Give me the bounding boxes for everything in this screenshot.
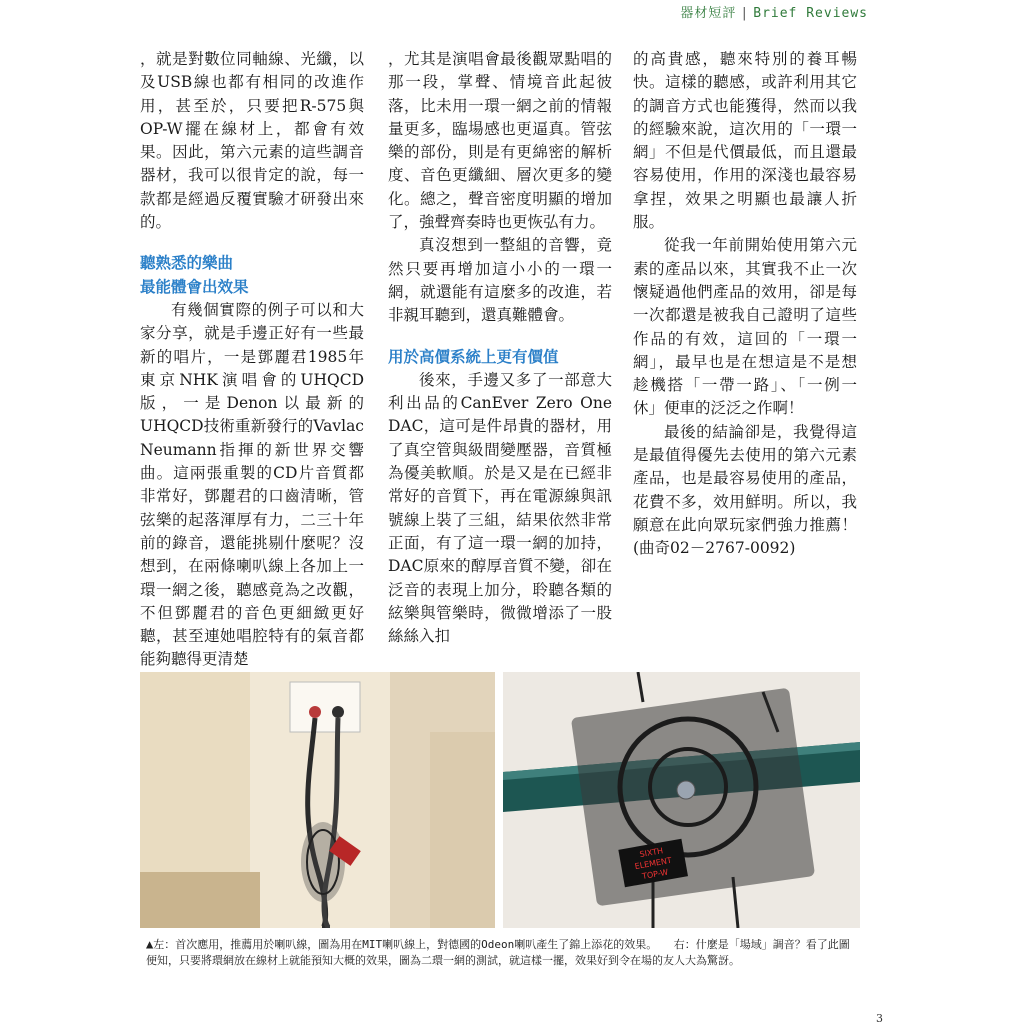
column-1	[140, 48, 364, 672]
paragraph: 後來，手邊又多了一部意大利出品的CanEver Zero One DAC，這可是件昂貴的器材，用了真空管與級間變壓器，音質極為優美軟順。於是又是在已經非常好的音質下，再在電源線與訊號線上裝了三組，結果依然非常正面，有了這一環一網的加持，DAC原來的醇厚音質不變，卻在泛音的表現上加分，聆聽各類的絃樂與管樂時，微微增添了一股絲絲入扣	[388, 370, 612, 646]
header-separator: |	[740, 6, 750, 21]
paragraph: ，尤其是演唱會最後觀眾點唱的那一段，掌聲、情境音此起彼落，比未用一環一網之前的情報量更多，臨場感也更逼真。管弦樂的部份，則是有更綿密的解析度、音色更纖細、層次更多的變化。總之，聲音密度明顯的增加了，強聲齊奏時也更恢弘有力。	[388, 50, 612, 232]
photo-speaker-cable	[140, 672, 495, 928]
running-header	[680, 2, 868, 21]
tag-line: SIXTH	[638, 846, 664, 860]
column-3	[633, 48, 857, 561]
section-heading: 用於高價系統上更有價值	[388, 347, 559, 366]
heading-line: 聽熟悉的樂曲	[140, 254, 234, 273]
page-number: 3	[876, 1012, 883, 1025]
section-title-cn: 器材短評	[680, 6, 737, 21]
paragraph: 從我一年前開始使用第六元素的產品以來，其實我不止一次懷疑過他們產品的效用，卻是每一次都還是被我自己證明了這些作品的有效，這回的「一環一網」，最早也是在想這是不是想趁機搭「一帶一路」、「一例一休」便車的泛泛之作啊！	[633, 236, 857, 418]
paragraph: 的高貴感，聽來特別的養耳暢快。這樣的聽感，或許利用其它的調音方式也能獲得，然而以我的經驗來說，這次用的「一環一網」不但是代價最低，而且還最容易使用，作用的深淺也最容易拿捏，效果之明顯也最讓人折服。	[633, 50, 857, 232]
photo-caption	[146, 936, 860, 969]
paragraph: 真沒想到一整組的音響，竟然只要再增加這小小的一環一網，就還能有這麼多的改進，若非親耳聽到，還真難體會。	[388, 236, 612, 325]
paragraph: 有幾個實際的例子可以和大家分享，就是手邊正好有一些最新的唱片，一是鄧麗君1985年東京NHK演唱會的UHQCD版，一是Denon以最新的UHQCD技術重新發行的Vavlac Neumann指揮的新世界交響曲。這兩張重製的CD片音質都非常好，鄧麗君的口齒清晰，管弦樂的起落渾厚有力，二三十年前的錄音，還能挑剔什麼呢？沒想到，在兩條喇叭線上各加上一環一網之後，聽感竟為之改觀，不但鄧麗君的音色更細緻更好聽，甚至連她唱腔特有的氣音都能夠聽得更清楚	[140, 300, 364, 669]
column-2	[388, 48, 612, 648]
caption-marker-icon: ▲	[146, 937, 154, 951]
caption-text: 左：首次應用，推薦用於喇叭線，圖為用在MIT喇叭線上，對德國的Odeon喇叭產生了錦上添花的效果。 右：什麼是「場域」調音？看了此圖便知，只要將環網放在線材上就能預知大概的效果，圖為二環一網的測試，就這樣一擺，效果好到令在場的友人大為驚訝。	[146, 938, 850, 967]
speaker-cable-illustration	[140, 672, 495, 928]
tag-line: TOP-W	[641, 867, 669, 882]
paragraph: 最後的結論卻是，我覺得這是最值得優先去使用的第六元素產品，也是最容易使用的產品，花費不多，效用鮮明。所以，我願意在此向眾玩家們強力推薦！(曲奇02－2767-0092)	[633, 422, 857, 558]
section-heading	[140, 252, 364, 299]
section-title-en: Brief Reviews	[753, 6, 868, 21]
ring-net-illustration	[503, 672, 860, 928]
tag-line: ELEMENT	[634, 855, 673, 872]
photo-ring-net	[503, 672, 860, 928]
paragraph: ，就是對數位同軸線、光纖，以及USB線也都有相同的改進作用，甚至於，只要把R-575與OP-W擺在線材上，都會有效果。因此，第六元素的這些調音器材，我可以很肯定的說，每一款都是經過反覆實驗才研發出來的。	[140, 50, 364, 232]
heading-line: 最能體會出效果	[140, 277, 249, 296]
photo-strip	[140, 672, 860, 928]
